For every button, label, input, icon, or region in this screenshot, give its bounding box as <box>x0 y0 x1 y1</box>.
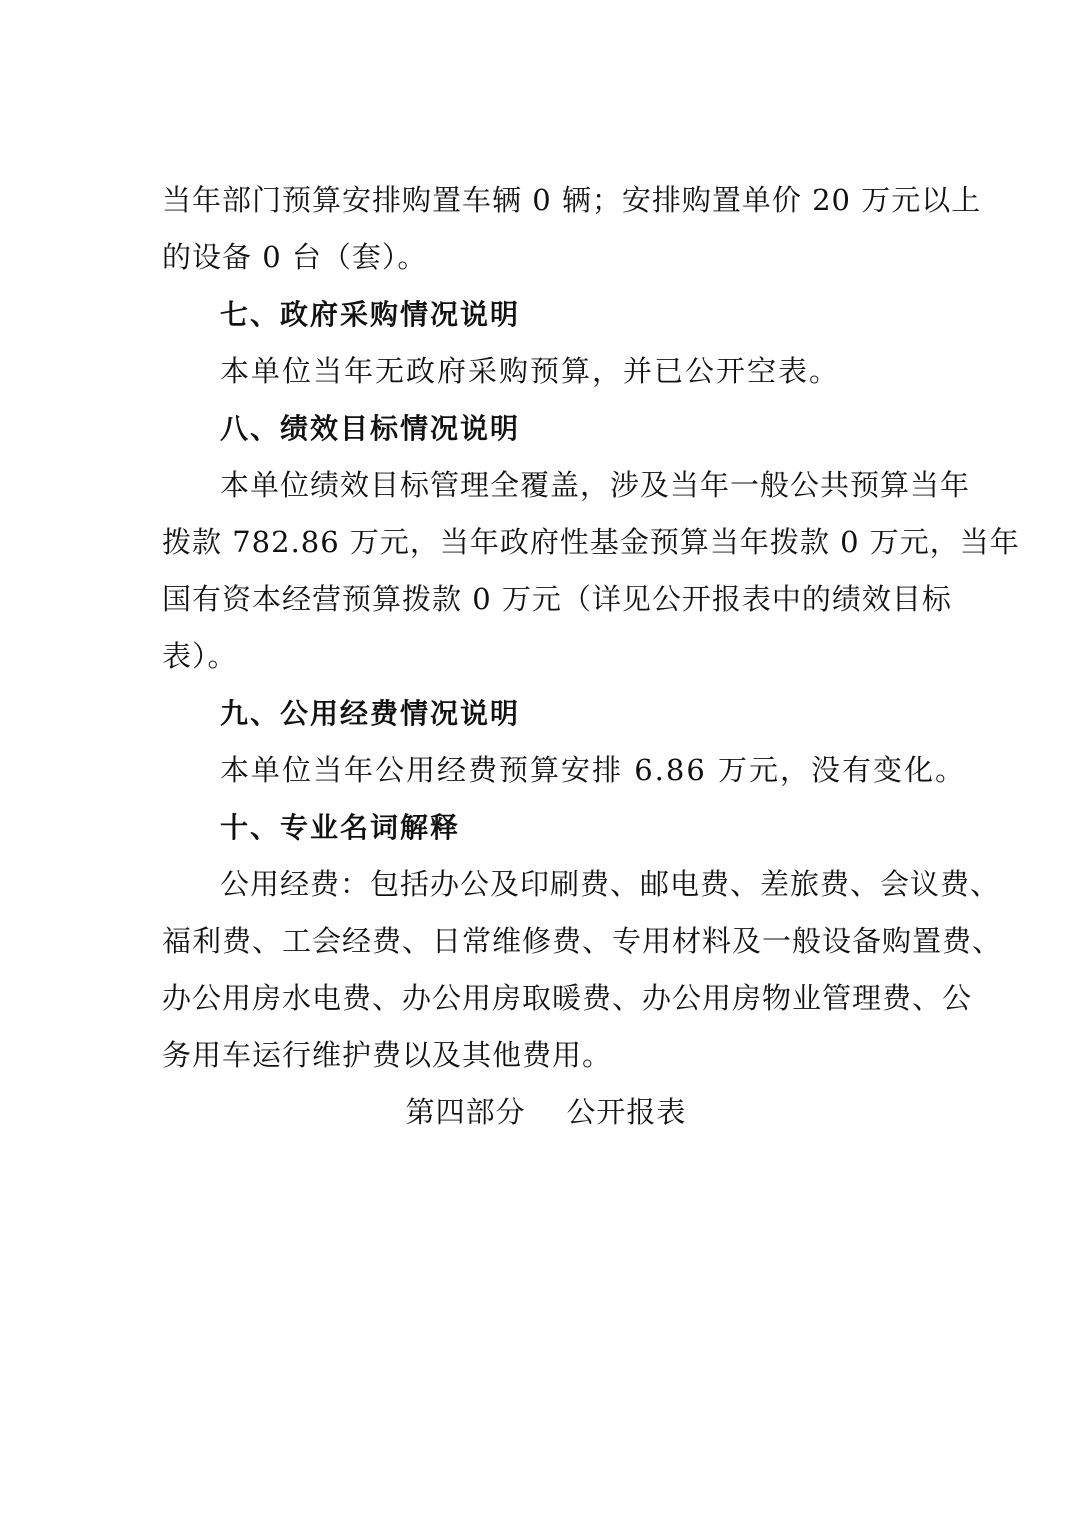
document-page <box>162 172 1020 1141</box>
section-9-heading: 九、公用经费情况说明 <box>220 697 521 730</box>
section-7-heading: 七、政府采购情况说明 <box>220 298 521 331</box>
section-8-heading: 八、绩效目标情况说明 <box>220 412 521 445</box>
section-10-heading: 十、专业名词解释 <box>220 811 461 844</box>
section-10-line-2: 福利费、工会经费、日常维修费、专用材料及一般设备购置费、 <box>162 924 1003 958</box>
section-8-line-3: 国有资本经营预算拨款 0 万元（详见公开报表中的绩效目标 <box>162 582 952 616</box>
part-four-title: 第四部分 公开报表 <box>405 1095 687 1129</box>
section-10-line-3: 办公用房水电费、办公用房取暖费、办公用房物业管理费、公 <box>162 981 973 1015</box>
section-7-body: 本单位当年无政府采购预算，并已公开空表。 <box>220 354 841 388</box>
section-10-line-1: 公用经费：包括办公及印刷费、邮电费、差旅费、会议费、 <box>220 867 1001 901</box>
section-9-body: 本单位当年公用经费预算安排 6.86 万元，没有变化。 <box>220 753 967 787</box>
section-8-line-2: 拨款 782.86 万元，当年政府性基金预算当年拨款 0 万元，当年 <box>162 525 1020 559</box>
section-10-line-4: 务用车运行维护费以及其他费用。 <box>162 1038 613 1072</box>
section-8-line-1: 本单位绩效目标管理全覆盖，涉及当年一般公共预算当年 <box>220 468 971 502</box>
continuation-line-1: 当年部门预算安排购置车辆 0 辆；安排购置单价 20 万元以上 <box>162 183 982 217</box>
section-8-line-4: 表）。 <box>162 639 238 673</box>
continuation-line-2: 的设备 0 台（套）。 <box>162 240 428 274</box>
